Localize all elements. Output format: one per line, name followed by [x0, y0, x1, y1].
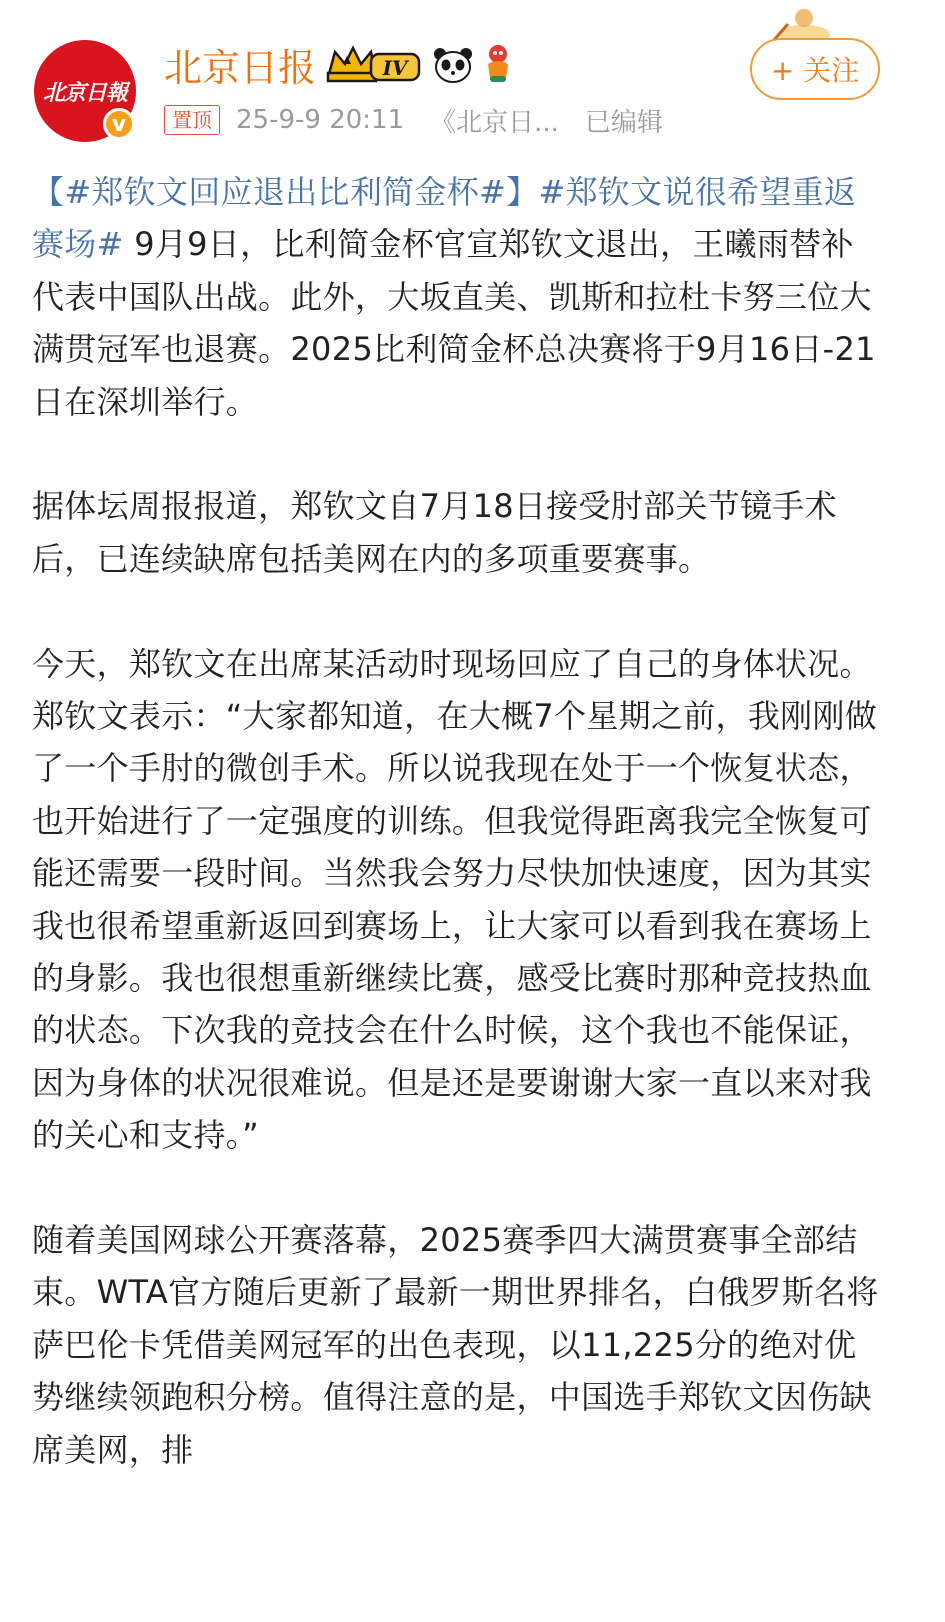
vip-crown-icon[interactable] [325, 44, 423, 86]
username[interactable]: 北京日报 [164, 46, 317, 90]
verified-v-icon: v [103, 108, 135, 140]
pinned-badge: 置顶 [164, 105, 220, 135]
follow-button[interactable]: + 关注 [750, 38, 880, 100]
paragraph-1-text: 9月9日，比利简金杯官宣郑钦文退出，王曦雨替补代表中国队出战。此外，大坂直美、凯斯和拉杜卡努三位大满贯冠军也退赛。2025比利简金杯总决赛将于9月16日-21日在深圳举行。 [32, 225, 876, 421]
paragraph-2: 据体坛周报报道，郑钦文自7月18日接受肘部关节镜手术后，已连续缺席包括美网在内的多项重要赛事。 [32, 487, 837, 578]
hashtag-link[interactable]: #郑钦文说很希望重返赛场# [32, 173, 857, 264]
post-meta [164, 102, 689, 138]
paragraph-4: 随着美国网球公开赛落幕，2025赛季四大满贯赛事全部结束。WTA官方随后更新了最新一期世界排名，白俄罗斯名将萨巴伦卡凭借美网冠军的出色表现，以11,225分的绝对优势继续领跑积分榜。值得注意的是，中国选手郑钦文因伤缺席美网，排 [32, 1221, 879, 1469]
post-header [0, 0, 945, 160]
bracket-close: 】 [506, 173, 539, 211]
paragraph-3: 今天，郑钦文在出席某活动时现场回应了自己的身体状况。郑钦文表示：“大家都知道，在大概7个星期之前，我刚刚做了一个手肘的微创手术。所以说我现在处于一个恢复状态，也开始进行了一定强度的训练。但我觉得距离我完全恢复可能还需要一段时间。当然我会努力尽快加快速度，因为其实我也很希望重新返回到赛场上，让大家可以看到我在赛场上的身影。我也很想重新继续比赛，感受比赛时那种竞技热血的状态。下次我的竞技会在什么时候，这个我也不能保证，因为身体的状况很难说。但是还是要谢谢大家一直以来对我的关心和支持。” [32, 644, 878, 1155]
post-timestamp: 25-9-9 20:11 [236, 105, 405, 135]
bracket-open: 【 [32, 173, 65, 211]
vip-level-text: IV [382, 56, 408, 80]
avatar-logo-text: 北京日報 [42, 79, 127, 106]
hashtag-link[interactable]: #郑钦文回应退出比利简金杯# [64, 173, 507, 211]
paragraph-1 [32, 166, 880, 428]
mascot-icon [480, 42, 516, 84]
edited-label[interactable]: 已编辑 [584, 107, 663, 138]
post-source[interactable]: 《北京日... [430, 107, 559, 138]
panda-icon [432, 46, 474, 84]
post-body [32, 166, 880, 1529]
